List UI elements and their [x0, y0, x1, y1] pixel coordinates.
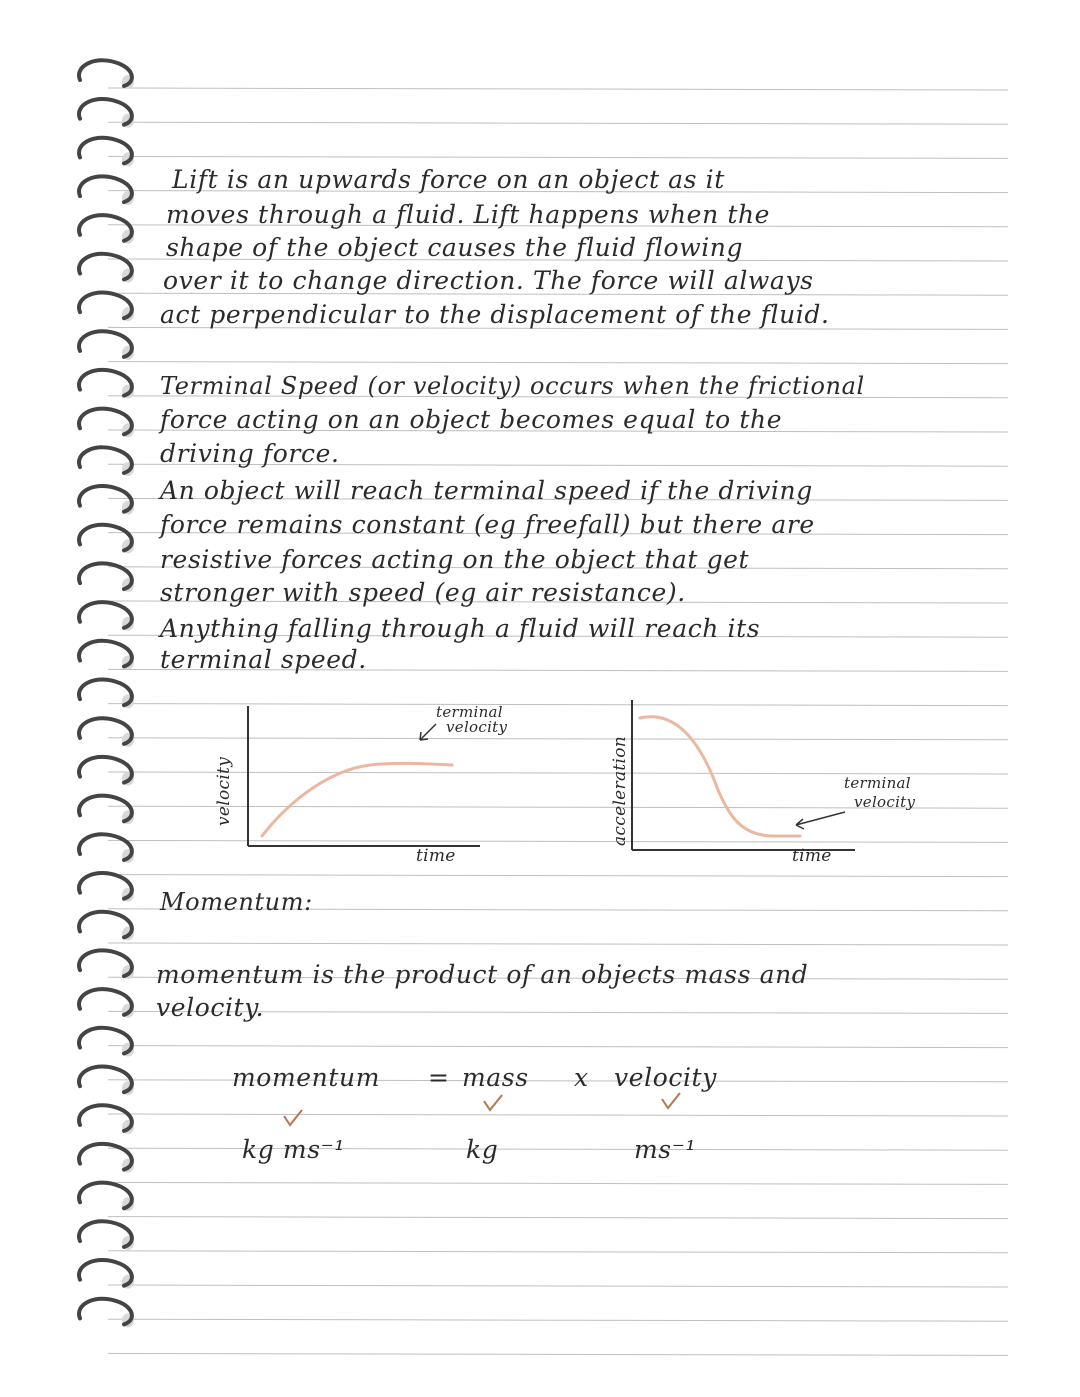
equation-velocity: velocity	[614, 1063, 717, 1092]
velocity-unit-tick	[662, 1093, 680, 1108]
acceleration-annotation-line-1: terminal	[844, 774, 911, 792]
terminal-line-9: terminal speed.	[160, 645, 367, 674]
unit-velocity: ms⁻¹	[634, 1135, 697, 1164]
acceleration-annotation-arrow	[796, 812, 845, 829]
momentum-line-2: velocity.	[156, 993, 265, 1022]
mass-unit-tick	[484, 1095, 502, 1110]
acceleration-axis-label: acceleration	[610, 735, 630, 846]
lift-line-5: act perpendicular to the displacement of the fluid.	[160, 300, 830, 329]
terminal-line-8: Anything falling through a fluid will reach its	[160, 614, 761, 643]
equation-times: x	[574, 1063, 589, 1092]
lift-line-3: shape of the object causes the fluid flowing	[166, 233, 744, 262]
momentum-heading: Momentum:	[160, 888, 313, 916]
unit-momentum: kg ms⁻¹	[242, 1135, 346, 1164]
terminal-line-6: resistive forces acting on the object that get	[160, 545, 750, 574]
equation-momentum: momentum	[232, 1063, 381, 1092]
unit-mass: kg	[466, 1135, 499, 1164]
momentum-unit-tick	[284, 1110, 302, 1125]
terminal-line-2: force acting on an object becomes equal to the	[160, 405, 783, 434]
velocity-annotation-line-2: velocity	[446, 718, 508, 736]
momentum-line-1: momentum is the product of an objects mass and	[156, 960, 809, 989]
velocity-annotation-arrow	[420, 724, 436, 740]
equation-equals: =	[428, 1063, 450, 1092]
terminal-line-1: Terminal Speed (or velocity) occurs when the frictional	[160, 372, 865, 400]
velocity-annotation-line-1: terminal	[436, 703, 503, 721]
lift-line-4: over it to change direction. The force will always	[163, 266, 814, 295]
equation-mass: mass	[462, 1063, 529, 1092]
velocity-axis-label: velocity	[214, 756, 234, 826]
lift-line-1: Lift is an upwards force on an object as it	[172, 165, 725, 194]
terminal-line-4: An object will reach terminal speed if the driving	[160, 476, 813, 505]
acceleration-annotation-line-2: velocity	[854, 793, 916, 811]
lift-line-2: moves through a fluid. Lift happens when the	[166, 200, 771, 229]
velocity-curve	[262, 763, 452, 836]
acceleration-graph-time-label: time	[792, 846, 832, 866]
terminal-line-5: force remains constant (eg freefall) but there are	[160, 510, 815, 539]
velocity-graph-time-label: time	[416, 846, 456, 866]
terminal-line-3: driving force.	[160, 439, 340, 468]
terminal-line-7: stronger with speed (eg air resistance).	[160, 578, 686, 607]
